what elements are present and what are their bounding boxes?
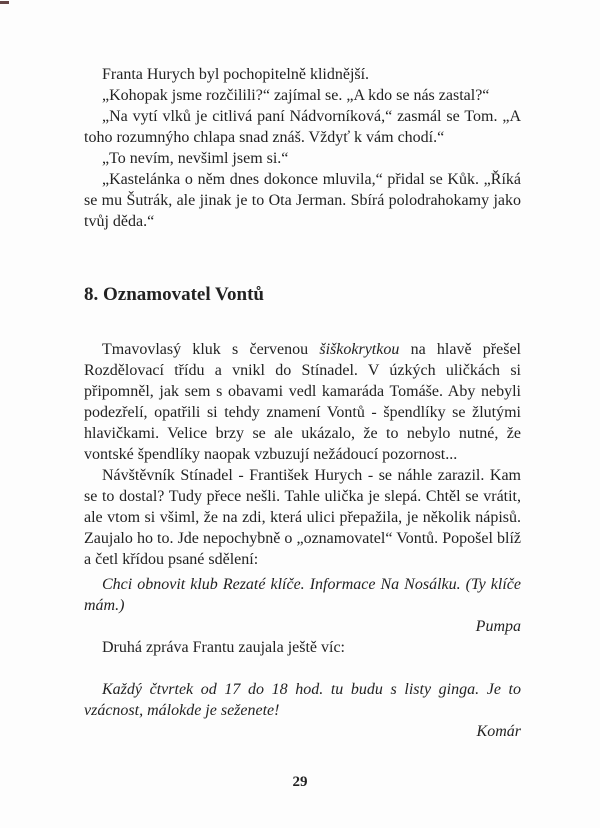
page-number: 29 [292,774,308,790]
dialogue-paragraph: „Kohopak jsme rozčilili?“ zajímal se. „A kdo se nás zastal?“ [102,87,490,104]
emphasized-term: šiškokrytkou [319,341,400,358]
chalk-note: Každý čtvrtek od 17 do 18 hod. tu budu s listy ginga. Je to vzácnost, málokde je seženete! [84,681,521,719]
body-paragraph: Druhá zpráva Frantu zaujala ještě víc: [102,639,345,656]
note-signature: Komár [476,723,521,740]
scan-artifact-mark [0,1,9,4]
dialogue-paragraph: „Kastelánka o něm dnes dokonce mluvila,“ přidal se Kůk. „Říká se mu Šutrák, ale jinak je to Ota Jerman. Sbírá polodrahokamy jako tvůj děda.“ [84,171,521,230]
body-text: na hlavě přešel Rozdělovací třídu a vnikl do Stínadel. V úzkých uličkách si připomněl, jak sem s obavami vedl kamaráda Tomáše. Aby nebyli podezřelí, opatřili si tehdy znamení Vontů - špendlíky se žlutými hlavičkami. Velice brzy se ale ukázalo, že to nebylo nutné, že vontské špendlíky naopak vzbuzují nežádoucí pozornost... [84,341,522,463]
body-text: Tmavovlasý kluk s červenou [102,341,320,358]
dialogue-paragraph: „Na vytí vlků je citlivá paní Nádvorníková,“ zasmál se Tom. „A toho rozumnýho chlapa snad znáš. Vždyť k vám chodí.“ [84,108,521,146]
dialogue-paragraph: „To nevím, nevšiml jsem si.“ [102,150,289,167]
chalk-note: Chci obnovit klub Rezaté klíče. Informace Na Nosálku. (Ty klíče mám.) [84,576,521,614]
body-paragraph: Návštěvník Stínadel - František Hurych - se náhle zarazil. Kam se to dostal? Tudy přece nešli. Tahle ulička je slepá. Chtěl se vrátit, ale vtom si všiml, že na zdi, která ulici přepažila, je několik nápisů. Zaujalo ho to. Jde nepochybně o „oznamovatel“ Vontů. Popošel blíž a četl křídou psané sdělení: [84,467,521,568]
note-signature: Pumpa [475,618,521,635]
dialogue-paragraph: Franta Hurych byl pochopitelně klidnější. [102,66,370,83]
chapter-heading: 8. Oznamovatel Vontů [84,284,264,305]
body-paragraph [84,339,521,465]
text-block [84,64,521,742]
